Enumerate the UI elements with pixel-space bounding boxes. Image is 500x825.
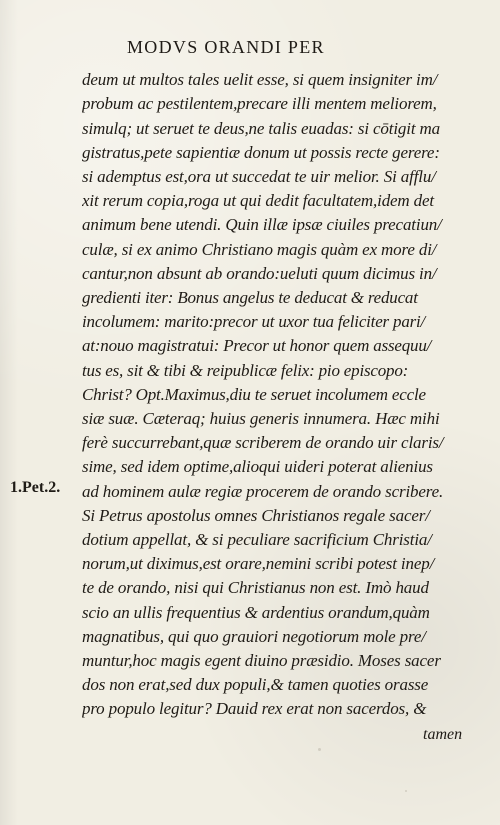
text-line-20: dotium appellat, & si peculiare sacrificium Christia/: [82, 530, 432, 549]
text-line-26: dos non erat,sed dux populi,& tamen quoties orasse: [82, 675, 429, 694]
text-line-9: cantur,non absunt ab orando:ueluti quum dicimus in/: [82, 264, 437, 283]
text-line-21: norum,ut diximus,est orare,nemini scribi potest inep/: [82, 554, 435, 573]
text-line-10: gredienti iter: Bonus angelus te deducat & reducat: [82, 288, 418, 307]
text-line-18: ad hominem aulæ regiæ procerem de orando scribere.: [82, 482, 444, 501]
text-line-1: deum ut multos tales uelit esse, si quem insigniter im/: [82, 70, 438, 89]
text-line-24: magnatibus, qui quo grauiori negotiorum mole pre/: [82, 627, 426, 646]
text-line-8: culæ, si ex animo Christiano magis quàm ex more di/: [82, 240, 437, 259]
text-line-4: gistratus,pete sapientiæ donum ut possis recte gerere:: [82, 143, 440, 162]
text-line-14: Christ? Opt.Maximus,diu te seruet incolumem eccle: [82, 385, 426, 404]
text-line-7: animum bene utendi. Quin illæ ipsæ ciuiles precatiun/: [82, 215, 442, 234]
text-line-3: simulq; ut seruet te deus,ne talis euadas: si cōtigit ma: [82, 119, 441, 138]
text-line-12: at:nouo magistratui: Precor ut honor quem assequu/: [82, 336, 432, 355]
margin-reference: 1.Pet.2.: [10, 479, 61, 496]
text-line-16: ferè succurrebant,quæ scriberem de orando uir claris/: [82, 433, 444, 452]
text-line-6: xit rerum copia,roga ut qui dedit facultatem,idem det: [82, 191, 434, 210]
text-line-17: sime, sed idem optime,alioqui uideri poterat alienius: [82, 457, 433, 476]
text-line-27: pro populo legitur? Dauid rex erat non sacerdos, &: [82, 699, 427, 718]
running-head: MODVS ORANDI PER: [127, 37, 325, 57]
text-line-25: muntur,hoc magis egent diuino præsidio. Moses sacer: [82, 651, 441, 670]
catchword: tamen: [423, 726, 463, 743]
paper-speck: [405, 790, 407, 792]
text-line-19: Si Petrus apostolus omnes Christianos regale sacer/: [82, 506, 430, 525]
text-line-11: incolumem: marito:precor ut uxor tua feliciter pari/: [82, 312, 426, 331]
paper-speck: [318, 748, 321, 751]
text-line-15: siæ suæ. Cæteraq; huius generis innumera. Hæc mihi: [82, 409, 440, 428]
text-line-2: probum ac pestilentem,precare illi mentem meliorem,: [82, 94, 437, 113]
text-line-23: scio an ullis frequentius & ardentius orandum,quàm: [82, 603, 430, 622]
text-line-22: te de orando, nisi qui Christianus non est. Imò haud: [82, 578, 429, 597]
text-line-13: tus es, sit & tibi & reipublicæ felix: pio episcopo:: [82, 361, 409, 380]
text-line-5: si ademptus est,ora ut succedat te uir melior. Si afflu/: [82, 167, 436, 186]
